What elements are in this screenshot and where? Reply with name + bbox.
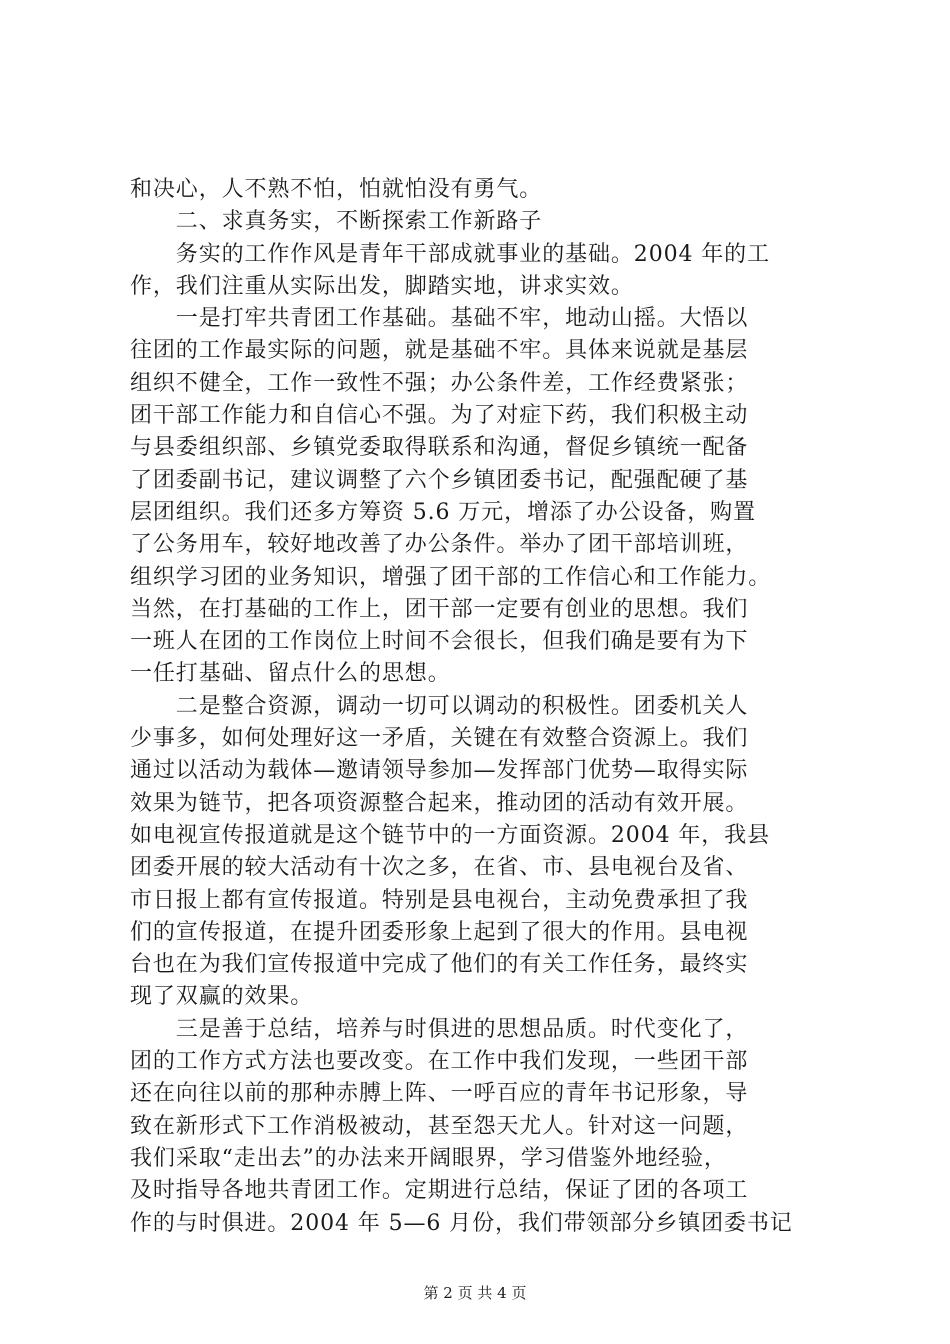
- text-line: 了公务用车，较好地改善了办公条件。举办了团干部培训班，: [130, 532, 749, 558]
- text-line: 务实的工作作风是青年干部成就事业的基础。2004 年的工: [130, 241, 770, 267]
- document-body: [130, 174, 830, 1240]
- text-line: 组织学习团的业务知识，增强了团干部的工作信心和工作能力。: [130, 564, 772, 590]
- page-number-footer: 第 2 页 共 4 页: [423, 1284, 527, 1302]
- text-line: 一是打牢共青团工作基础。基础不牢，地动山摇。大悟以: [130, 306, 749, 332]
- text-line: 往团的工作最实际的问题，就是基础不牢。具体来说就是基层: [130, 338, 749, 364]
- text-line: 作，我们注重从实际出发，脚踏实地，讲求实效。: [130, 273, 634, 299]
- text-line: 还在向往以前的那种赤膊上阵、一呼百应的青年书记形象，导: [130, 1081, 749, 1107]
- text-line: 团委开展的较大活动有十次之多，在省、市、县电视台及省、: [130, 855, 749, 881]
- text-line: 一任打基础、留点什么的思想。: [130, 661, 451, 687]
- text-line: 台也在为我们宣传报道中完成了他们的有关工作任务，最终实: [130, 952, 749, 978]
- text-line: 现了双赢的效果。: [130, 984, 314, 1010]
- text-line: 当然，在打基础的工作上，团干部一定要有创业的思想。我们: [130, 596, 749, 622]
- text-line: 团的工作方式方法也要改变。在工作中我们发现，一些团干部: [130, 1049, 749, 1075]
- text-line: 我们采取“走出去”的办法来开阔眼界，学习借鉴外地经验，: [130, 1145, 727, 1171]
- text-line: 二是整合资源，调动一切可以调动的积极性。团委机关人: [130, 693, 749, 719]
- text-line: 市日报上都有宣传报道。特别是县电视台，主动免费承担了我: [130, 887, 749, 913]
- text-line: 和决心，人不熟不怕，怕就怕没有勇气。: [130, 177, 543, 202]
- text-line: 少事多，如何处理好这一矛盾，关键在有效整合资源上。我们: [130, 726, 749, 752]
- text-line: 层团组织。我们还多方筹资 5.6 万元，增添了办公设备，购置: [130, 499, 756, 525]
- text-line: 团干部工作能力和自信心不强。为了对症下药，我们积极主动: [130, 403, 749, 429]
- text-line: 通过以活动为载体—邀请领导参加—发挥部门优势—取得实际: [130, 758, 749, 784]
- text-line: 效果为链节，把各项资源整合起来，推动团的活动有效开展。: [130, 790, 749, 816]
- text-line: 与县委组织部、乡镇党委取得联系和沟通，督促乡镇统一配备: [130, 435, 749, 461]
- text-line: 作的与时俱进。2004 年 5—6 月份，我们带领部分乡镇团委书记: [130, 1210, 793, 1236]
- text-line: 们的宣传报道，在提升团委形象上起到了很大的作用。县电视: [130, 919, 749, 945]
- section-heading: 二、求真务实，不断探索工作新路子: [130, 209, 543, 235]
- text-line: 如电视宣传报道就是这个链节中的一方面资源。2004 年，我县: [130, 822, 770, 848]
- text-line: 及时指导各地共青团工作。定期进行总结，保证了团的各项工: [130, 1178, 749, 1204]
- text-line: 三是善于总结，培养与时俱进的思想品质。时代变化了，: [130, 1016, 749, 1042]
- text-line: 了团委副书记，建议调整了六个乡镇团委书记，配强配硬了基: [130, 467, 749, 493]
- text-line: 组织不健全，工作一致性不强；办公条件差，工作经费紧张；: [130, 370, 749, 396]
- text-line: 致在新形式下工作消极被动，甚至怨天尤人。针对这一问题，: [130, 1113, 749, 1139]
- text-line: 一班人在团的工作岗位上时间不会很长，但我们确是要有为下: [130, 629, 749, 655]
